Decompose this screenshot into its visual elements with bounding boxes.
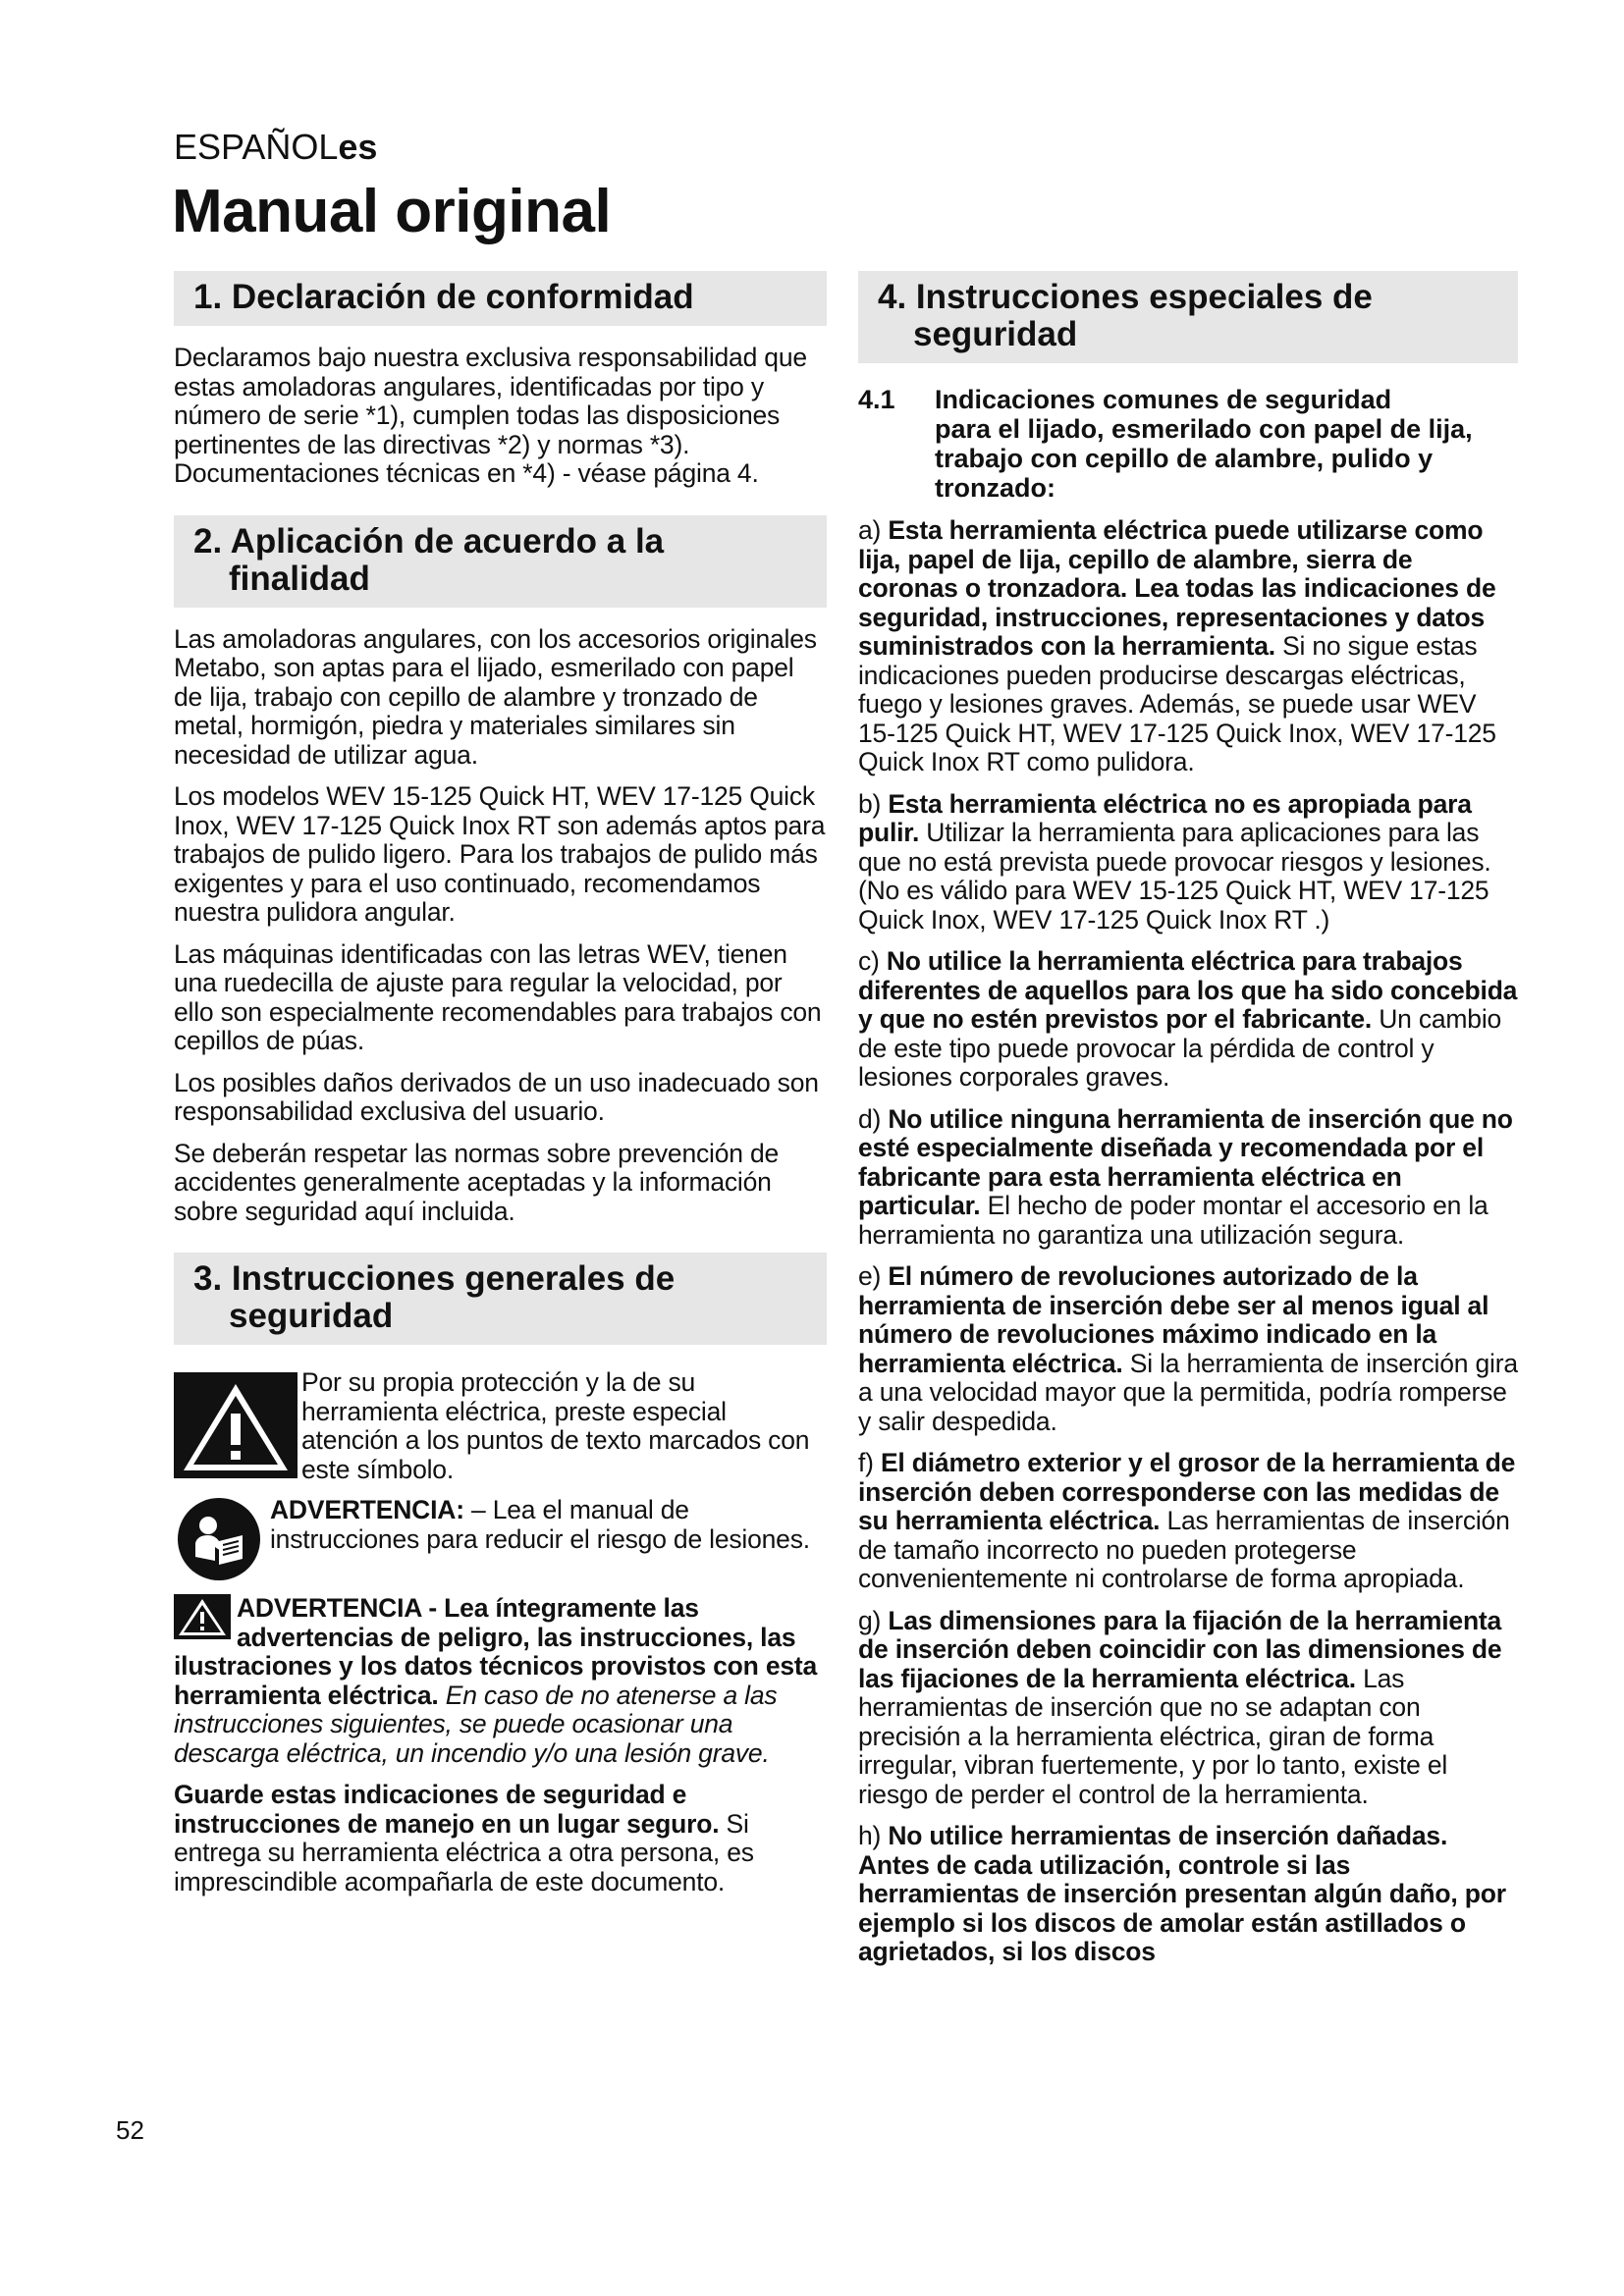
keep-instructions-paragraph: Guarde estas indicaciones de seguridad e instrucciones de manejo en un lugar seguro. Si entrega su herramienta eléctrica a otra persona, es imprescindible acompañarla de este documento.	[174, 1780, 754, 1896]
paragraph: Los posibles daños derivados de un uso inadecuado son responsabilidad exclusiva del usuario.	[174, 1067, 819, 1126]
section-heading-2: 2. Aplicación de acuerdo a la finalidad	[174, 515, 827, 608]
section-heading-4: 4. Instrucciones especiales de seguridad	[858, 271, 1518, 363]
paragraph: Se deberán respetar las normas sobre prevención de accidentes generalmente aceptadas y la información sobre seguridad aquí incluida.	[174, 1138, 780, 1226]
paragraph: Declaramos bajo nuestra exclusiva responsabilidad que estas amoladoras angulares, identificadas por tipo y número de serie *1), cumplen todas las disposiciones pertinentes de las directivas *2) y normas *3). Documentaciones técnicas en *4) - véase página 4.	[174, 343, 807, 488]
section-heading-3: 3. Instrucciones generales de seguridad	[174, 1253, 827, 1345]
section-heading-1: 1. Declaración de conformidad	[174, 271, 827, 326]
safety-item-f: f) El diámetro exterior y el grosor de la herramienta de inserción deben corresponderse con las medidas de su herramienta eléctrica. Las herramientas de inserción de tamaño incorrecto no pueden protegerse convenientemente ni controlarse de forma apropiada.	[858, 1448, 1516, 1593]
safety-item-d: d) No utilice ninguna herramienta de inserción que no esté especialmente diseñada y recomendada por el fabricante para esta herramienta eléctrica en particular. El hecho de poder montar el accesorio en la herramienta no garantiza una utilización segura.	[858, 1103, 1513, 1250]
warning-triangle-icon	[174, 1372, 298, 1478]
page-number: 52	[116, 2115, 144, 2145]
page-title: Manual original	[172, 178, 612, 245]
warning-symbol-note	[174, 1368, 827, 1484]
safety-item-h: h) No utilice herramientas de inserción dañadas. Antes de cada utilización, controle si las herramientas de inserción presentan algún daño, por ejemplo si los discos de amolar están astillados o agrietados, si los discos	[858, 1821, 1506, 1966]
language-code: es	[338, 127, 378, 167]
paragraph: Las máquinas identificadas con las letras WEV, tienen una ruedecilla de ajuste para regular la velocidad, por ello son especialmente recomendables para trabajos con cepillos de púas.	[174, 938, 822, 1055]
safety-item-c: c) No utilice la herramienta eléctrica para trabajos diferentes de aquellos para los que ha sido concebida y que no estén previstos por el fabricante. Un cambio de este tipo puede provocar la pérdida de control y lesiones corporales graves.	[858, 946, 1518, 1092]
paragraph: Los modelos WEV 15-125 Quick HT, WEV 17-125 Quick Inox, WEV 17-125 Quick Inox RT son además aptos para trabajos de pulido ligero. Para los trabajos de pulido más exigentes y para el uso continuado, recomendamos nuestra pulidora angular.	[174, 781, 826, 927]
right-column	[858, 271, 1518, 1980]
paragraph: Las amoladoras angulares, con los accesorios originales Metabo, son aptas para el lijado, esmerilado con papel de lija, trabajo con cepillo de alambre y tronzado de metal, hormigón, piedra y materiales similares sin necesidad de utilizar agua.	[174, 623, 817, 770]
read-manual-text: ADVERTENCIA: – Lea el manual de instrucciones para reducir el riesgo de lesiones.	[270, 1495, 810, 1554]
safety-item-a: a) Esta herramienta eléctrica puede utilizarse como lija, papel de lija, cepillo de alambre, sierra de coronas o tronzadora. Lea todas las indicaciones de seguridad, instrucciones, representaciones y datos suministrados con la herramienta. Si no sigue estas indicaciones pueden producirse descargas eléctricas, fuego y lesiones graves. Además, se puede usar WEV 15-125 Quick HT, WEV 17-125 Quick Inox, WEV 17-125 Quick Inox RT como pulidora.	[858, 515, 1496, 776]
read-manual-note	[174, 1496, 827, 1582]
language-label: ESPAÑOLes	[174, 127, 378, 167]
safety-item-g: g) Las dimensiones para la fijación de la herramienta de inserción deben coincidir con las dimensiones de las fijaciones de la herramienta eléctrica. Las herramientas de inserción que no se adaptan con precisión a la herramienta eléctrica, giran de forma irregular, vibran fuertemente, y por lo tanto, existe el riesgo de perder el control de la herramienta.	[858, 1605, 1502, 1809]
subsection-heading: 4.1 Indicaciones comunes de seguridad para el lijado, esmerilado con papel de lija, trabajo con cepillo de alambre, pulido y tronzado:	[858, 385, 1473, 503]
safety-item-b: b) Esta herramienta eléctrica no es apropiada para pulir. Utilizar la herramienta para aplicaciones para las que no está prevista puede provocar riesgos y lesiones. (No es válido para WEV 15-125 Quick HT, WEV 17-125 Quick Inox, WEV 17-125 Quick Inox RT .)	[858, 788, 1491, 934]
warning-symbol-text: Por su propia protección y la de su herramienta eléctrica, preste especial atención a los puntos de texto marcados con este símbolo.	[301, 1367, 810, 1484]
read-manual-icon	[176, 1496, 262, 1582]
warning-triangle-icon	[174, 1594, 231, 1639]
warning-paragraph: ADVERTENCIA - Lea íntegramente las advertencias de peligro, las instrucciones, las ilustraciones y los datos técnicos provistos con esta herramienta eléctrica. En caso de no atenerse a las instrucciones siguientes, se puede ocasionar una descarga eléctrica, un incendio y/o una lesión grave.	[174, 1593, 818, 1768]
left-column	[174, 271, 827, 1909]
safety-item-e: e) El número de revoluciones autorizado de la herramienta de inserción debe ser al menos igual al número de revoluciones máximo indicado en la herramienta eléctrica. Si la herramienta de inserción gira a una velocidad mayor que la permitida, podría romperse y salir despedida.	[858, 1261, 1518, 1436]
